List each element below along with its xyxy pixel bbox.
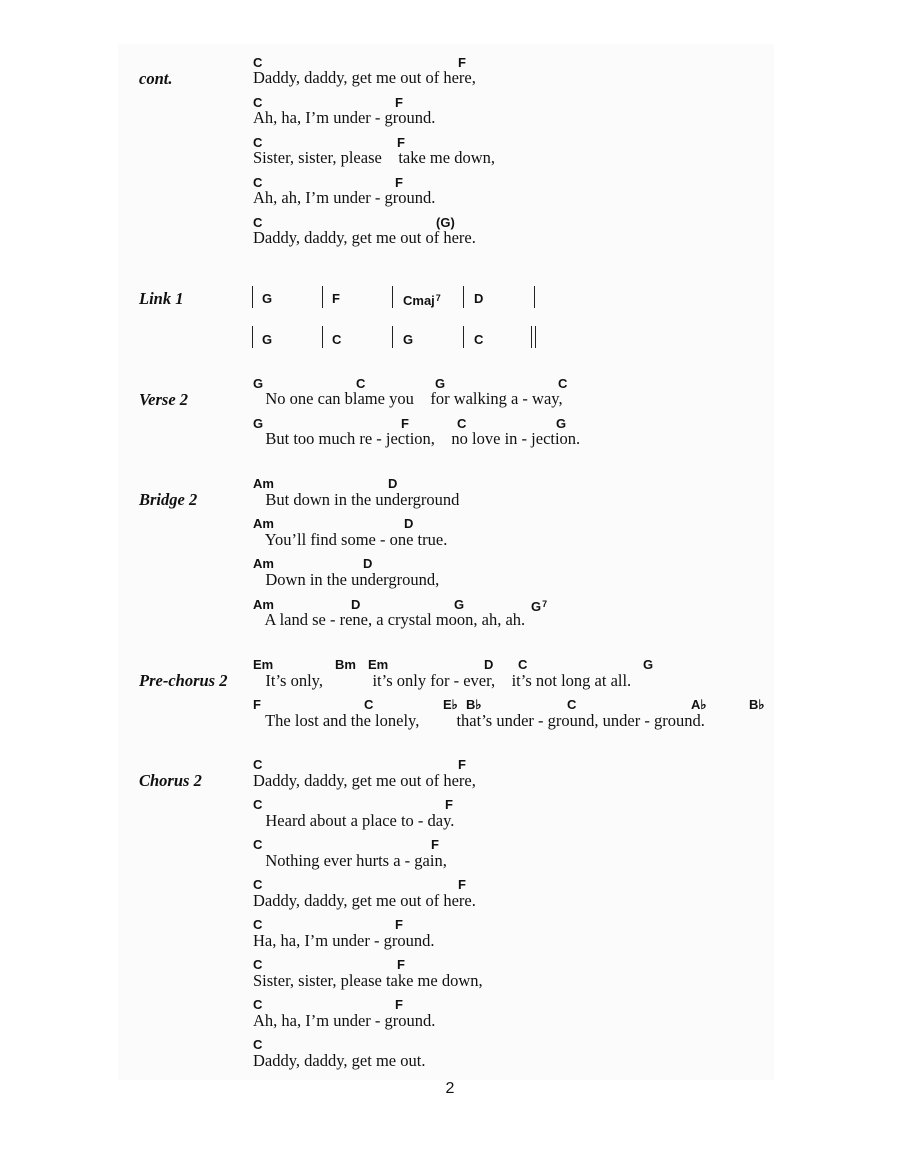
chord: F: [397, 957, 405, 972]
chord: F: [395, 95, 403, 110]
chord: Em: [253, 657, 274, 672]
chord: D: [351, 597, 361, 612]
lyric-line: Daddy, daddy, get me out of here.: [253, 891, 476, 910]
chord: D: [404, 516, 414, 531]
barline: [463, 326, 464, 348]
chord: Bm: [335, 657, 356, 672]
chord: D: [474, 291, 484, 306]
chord: F: [458, 757, 466, 772]
chord: Em: [368, 657, 389, 672]
page-number: 2: [445, 1080, 455, 1097]
chord: F: [458, 877, 466, 892]
chord: B♭: [749, 697, 765, 712]
lyric-line: Daddy, daddy, get me out of here,: [253, 68, 476, 87]
chord: C: [253, 837, 263, 852]
section-label-bridge-2: Bridge 2: [139, 490, 198, 509]
chord: C: [253, 797, 263, 812]
chord: C: [253, 757, 263, 772]
chord: C: [253, 1037, 263, 1052]
chord: C: [253, 877, 263, 892]
chord: C: [253, 997, 263, 1012]
lyric-line: Nothing ever hurts a - gain,: [253, 851, 447, 870]
lyric-line: Ah, ah, I’m under - ground.: [253, 188, 436, 207]
section-label-link-1: Link 1: [139, 289, 184, 308]
section-label-cont: cont.: [139, 69, 173, 88]
chord: Am: [253, 597, 274, 612]
chord: C: [474, 332, 484, 347]
barline: [322, 326, 323, 348]
chord: (G): [436, 215, 455, 230]
barline: [252, 286, 253, 308]
lyric-line: Ah, ha, I’m under - ground.: [253, 1011, 436, 1030]
lyric-line: Daddy, daddy, get me out.: [253, 1051, 426, 1070]
chord: C: [253, 917, 263, 932]
chord: F: [401, 416, 409, 431]
chord: F: [395, 997, 403, 1012]
chord: F: [397, 135, 405, 150]
chord: C: [332, 332, 342, 347]
lyric-line: Sister, sister, please take me down,: [253, 971, 483, 990]
lyric-line: No one can blame you for walking a - way,: [253, 389, 563, 408]
chord-g7: [531, 597, 547, 614]
final-double-barline: [531, 326, 536, 348]
chord: Am: [253, 516, 274, 531]
chord: G: [253, 416, 264, 431]
chord: F: [431, 837, 439, 852]
chord-root: G: [531, 599, 542, 614]
chord: Am: [253, 476, 274, 491]
chord: C: [457, 416, 467, 431]
chord: F: [395, 175, 403, 190]
chord: F: [332, 291, 340, 306]
chord: C: [558, 376, 568, 391]
chord: C: [253, 957, 263, 972]
chord: C: [253, 95, 263, 110]
barline: [252, 326, 253, 348]
lyric-line: Heard about a place to - day.: [253, 811, 455, 830]
barline: [392, 326, 393, 348]
chord: G: [253, 376, 264, 391]
lyric-line: Daddy, daddy, get me out of here.: [253, 228, 476, 247]
section-label-pre-chorus-2: Pre-chorus 2: [139, 671, 228, 690]
chord: G: [403, 332, 414, 347]
lyric-line: Ah, ha, I’m under - ground.: [253, 108, 436, 127]
chord: C: [364, 697, 374, 712]
lyric-line: But down in the underground: [253, 490, 460, 509]
chord: G: [435, 376, 446, 391]
chord: F: [445, 797, 453, 812]
section-label-chorus-2: Chorus 2: [139, 771, 202, 790]
chord: G: [262, 291, 273, 306]
chord: A♭: [691, 697, 707, 712]
chord: C: [253, 215, 263, 230]
lyric-line: Daddy, daddy, get me out of here,: [253, 771, 476, 790]
barline: [392, 286, 393, 308]
chord: F: [395, 917, 403, 932]
lyric-line: But too much re - jection, no love in - jection.: [253, 429, 581, 448]
chord-extension: 7: [542, 599, 548, 609]
chord-root: Cmaj: [403, 293, 435, 308]
lyric-line: Sister, sister, please take me down,: [253, 148, 495, 167]
chord: C: [567, 697, 577, 712]
chord: D: [484, 657, 494, 672]
barline: [463, 286, 464, 308]
chord: D: [388, 476, 398, 491]
sheet-page: [118, 44, 774, 1080]
lyric-line: It’s only, it’s only for - ever, it’s not long at all.: [253, 671, 632, 690]
lyric-line: Down in the underground,: [253, 570, 440, 589]
chord: D: [363, 556, 373, 571]
barline: [534, 286, 535, 308]
chord: G: [262, 332, 273, 347]
lyric-line: You’ll find some - one true.: [253, 530, 448, 549]
lyric-line: A land se - rene, a crystal moon, ah, ah.: [253, 610, 526, 629]
chord: G: [556, 416, 567, 431]
lyric-line: The lost and the lonely, that’s under - ground, under - ground.: [253, 711, 705, 730]
chord: G: [643, 657, 654, 672]
chord: C: [518, 657, 528, 672]
chord: G: [454, 597, 465, 612]
chord: C: [356, 376, 366, 391]
chord: B♭: [466, 697, 482, 712]
chord: C: [253, 135, 263, 150]
chord: Am: [253, 556, 274, 571]
barline: [322, 286, 323, 308]
chord-cmaj7: [403, 291, 441, 308]
lyric-line: Ha, ha, I’m under - ground.: [253, 931, 435, 950]
chord: F: [253, 697, 261, 712]
chord-extension: 7: [435, 293, 441, 303]
chord: F: [458, 55, 466, 70]
section-label-verse-2: Verse 2: [139, 390, 189, 409]
chord: C: [253, 55, 263, 70]
chord: C: [253, 175, 263, 190]
chord: E♭: [443, 697, 458, 712]
